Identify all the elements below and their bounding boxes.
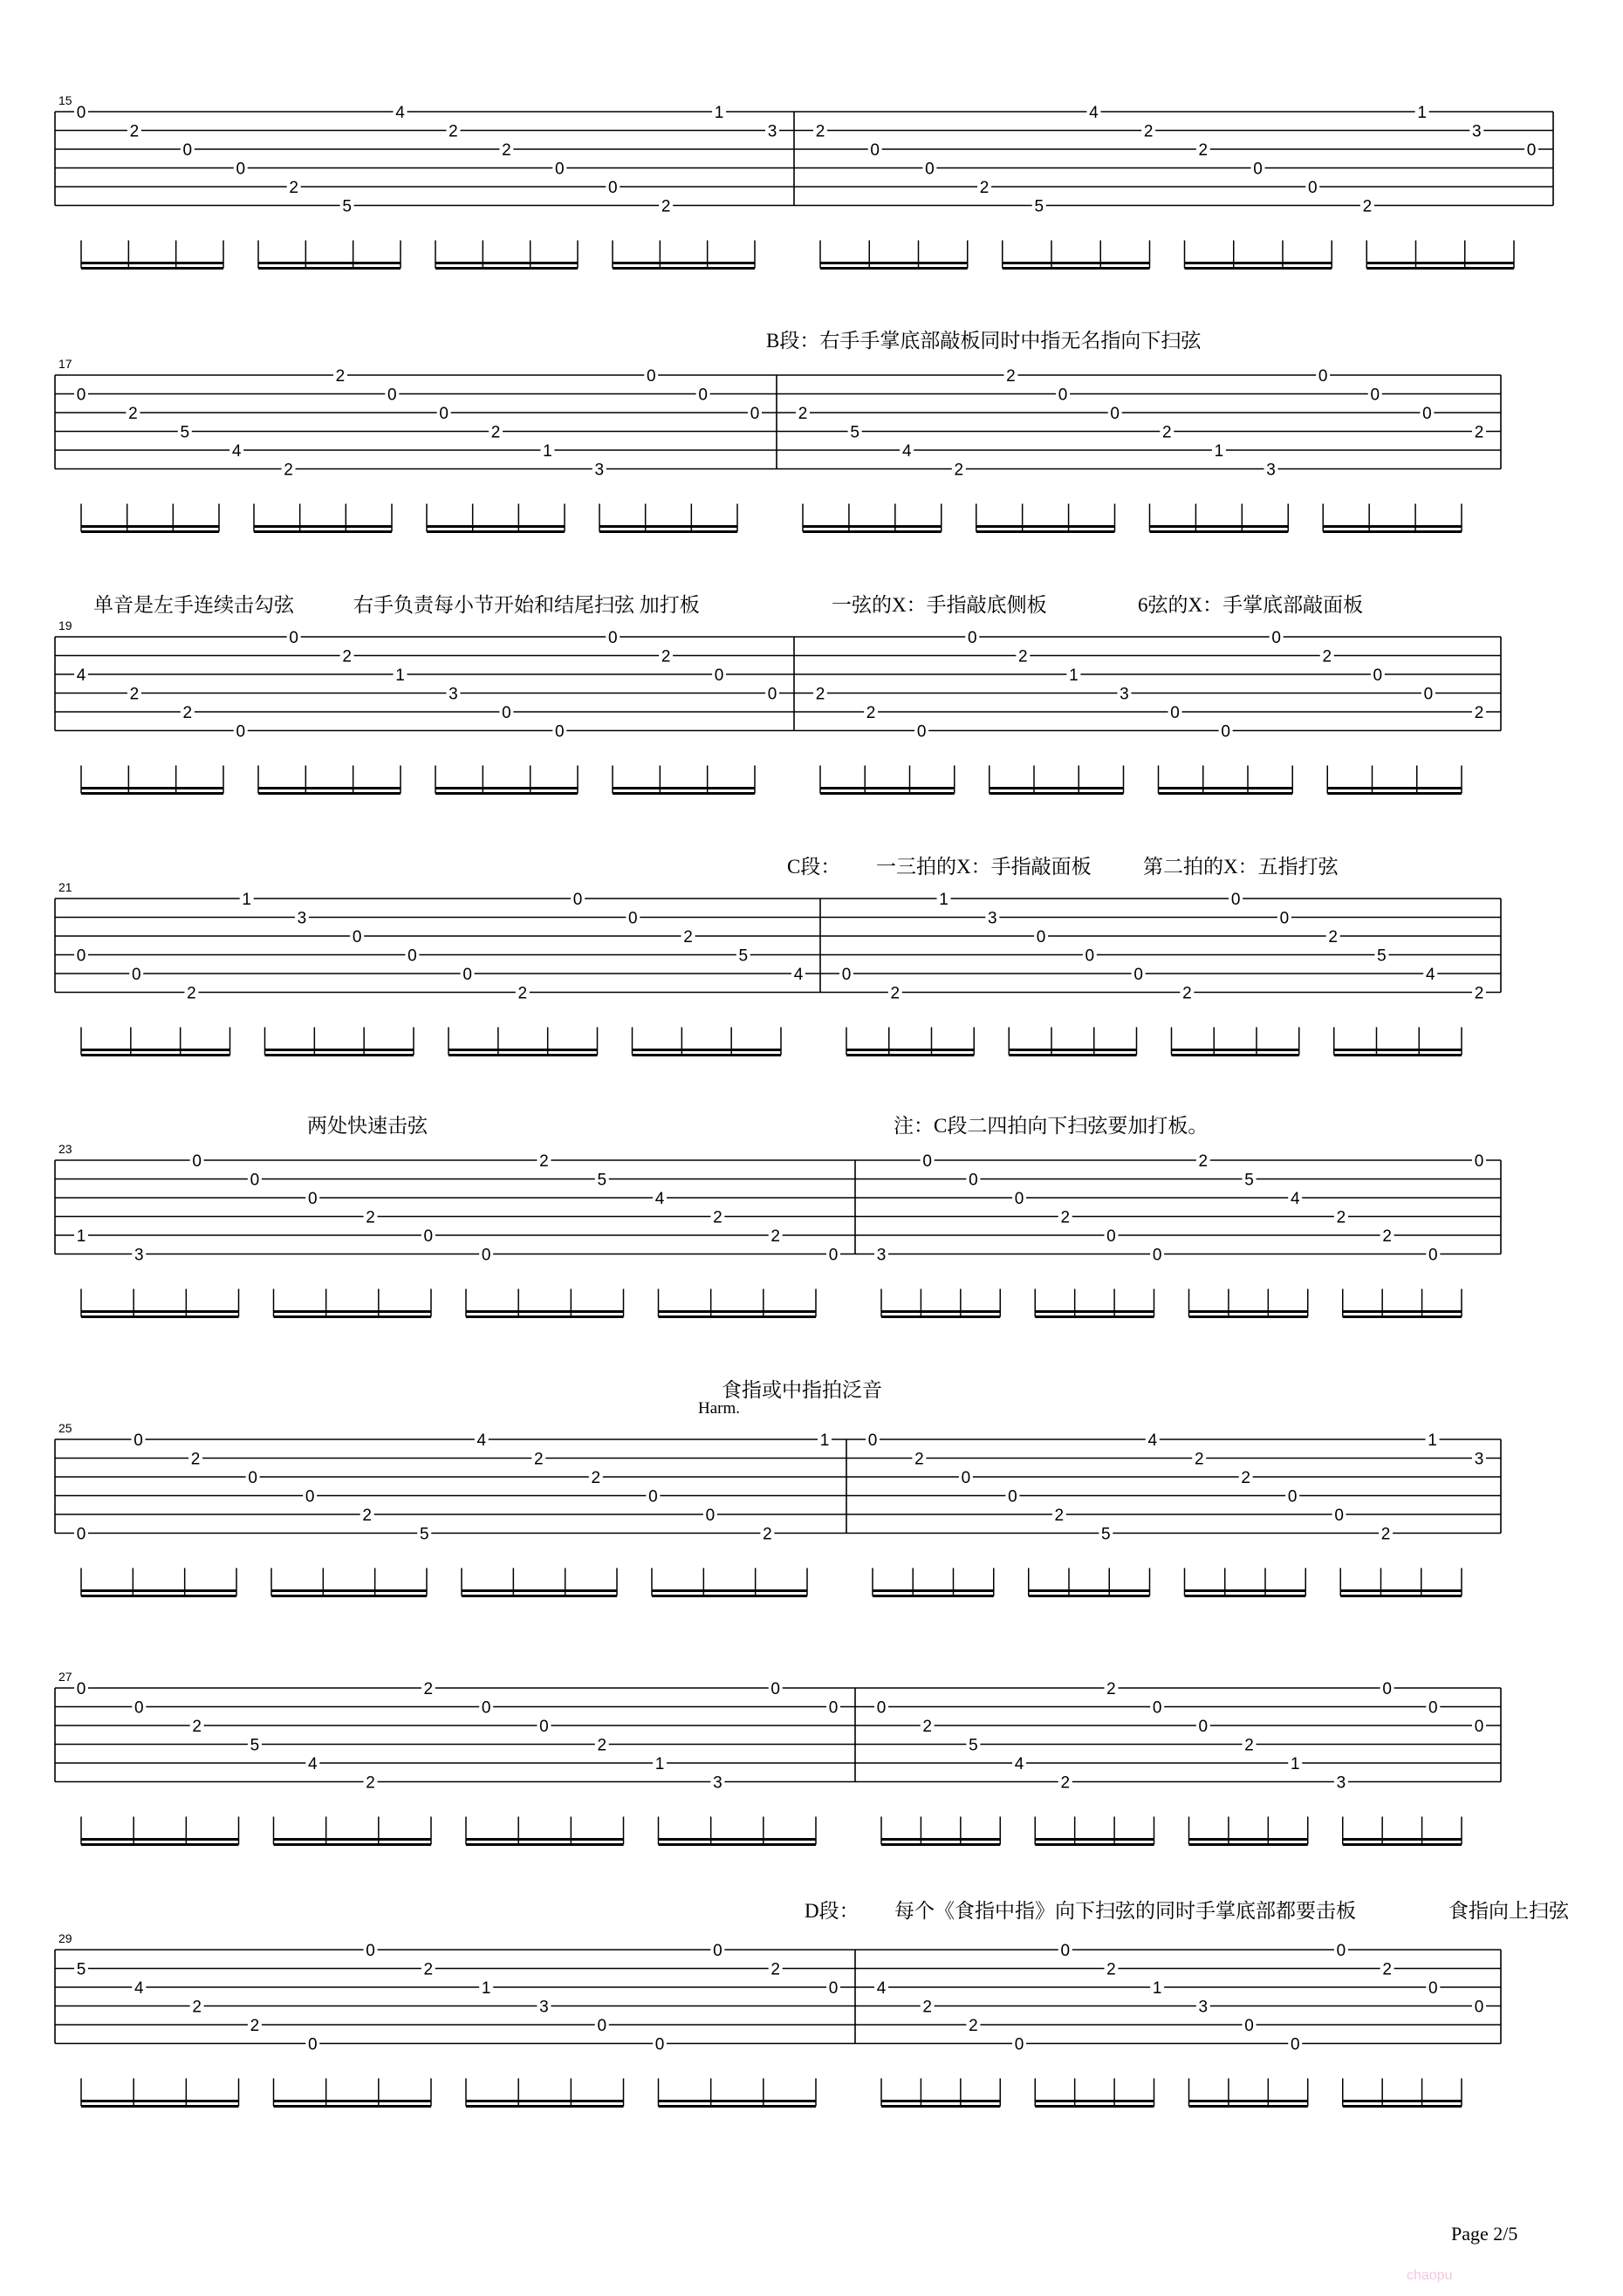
fret-number: 2 bbox=[591, 1469, 601, 1487]
fret-number: 4 bbox=[76, 666, 86, 685]
fret-number: 2 bbox=[922, 1718, 932, 1736]
fret-number: 2 bbox=[1006, 367, 1016, 386]
fret-number: 5 bbox=[1034, 197, 1044, 216]
fret-number: 4 bbox=[1290, 1190, 1300, 1208]
fret-number: 2 bbox=[1182, 984, 1192, 1003]
fret-number: 0 bbox=[76, 1525, 86, 1544]
fret-number: 2 bbox=[1106, 1960, 1116, 1979]
fret-number: 0 bbox=[969, 1171, 978, 1190]
section-d-label: D段： bbox=[805, 1900, 859, 1922]
fret-number: 2 bbox=[763, 1525, 772, 1544]
fret-number: 0 bbox=[481, 1698, 491, 1718]
measure-number: 17 bbox=[58, 357, 72, 371]
fret-number: 0 bbox=[407, 946, 417, 966]
fret-number: 5 bbox=[1244, 1171, 1254, 1190]
fret-number: 3 bbox=[876, 1246, 887, 1265]
string6-x-annotation: 6弦的X：手掌底部敲面板 bbox=[1138, 594, 1364, 616]
fret-number: 0 bbox=[828, 1246, 839, 1265]
fret-number: 2 bbox=[661, 647, 671, 666]
fret-number: 2 bbox=[182, 704, 193, 722]
fret-number: 0 bbox=[648, 1487, 658, 1507]
fret-number: 1 bbox=[1417, 104, 1427, 122]
fret-number: 1 bbox=[543, 442, 552, 461]
fret-number: 0 bbox=[236, 160, 246, 179]
fret-number: 1 bbox=[1069, 666, 1079, 685]
fret-number: 0 bbox=[1370, 386, 1380, 405]
fret-number: 3 bbox=[1266, 461, 1276, 480]
fret-number: 3 bbox=[1474, 1450, 1484, 1469]
fret-number: 0 bbox=[1198, 1718, 1209, 1736]
fret-number: 2 bbox=[815, 122, 825, 141]
single-note-annotation: 单音是左手连续击勾弦 bbox=[93, 594, 294, 616]
fret-number: 5 bbox=[76, 1960, 86, 1979]
fret-number: 5 bbox=[342, 197, 352, 216]
fret-number: 0 bbox=[628, 909, 638, 928]
fret-number: 0 bbox=[1170, 704, 1180, 722]
fret-number: 0 bbox=[1334, 1507, 1344, 1525]
fret-number: 0 bbox=[1014, 1190, 1024, 1208]
fret-number: 2 bbox=[1162, 423, 1172, 442]
fret-number: 1 bbox=[395, 666, 405, 685]
fret-number: 4 bbox=[1014, 1755, 1024, 1773]
fret-number: 2 bbox=[192, 1718, 202, 1736]
fret-number: 5 bbox=[1101, 1525, 1111, 1544]
fret-number: 2 bbox=[539, 1152, 549, 1171]
fret-number: 0 bbox=[555, 160, 565, 179]
fast-strike-annotation: 两处快速击弦 bbox=[307, 1115, 428, 1137]
fret-number: 0 bbox=[1526, 141, 1537, 160]
fret-number: 0 bbox=[654, 2035, 665, 2054]
fret-number: 0 bbox=[876, 1698, 887, 1718]
fret-number: 0 bbox=[250, 1171, 260, 1190]
fret-number: 2 bbox=[1244, 1736, 1254, 1755]
fret-number: 2 bbox=[1060, 1773, 1071, 1793]
fret-number: 0 bbox=[1271, 629, 1281, 647]
fret-number: 1 bbox=[939, 891, 948, 909]
fret-number: 4 bbox=[395, 104, 405, 122]
fret-number: 0 bbox=[597, 2017, 607, 2035]
c-beat2-annotation: 第二拍的X：五指打弦 bbox=[1143, 856, 1339, 878]
measure-number: 15 bbox=[58, 93, 72, 107]
fret-number: 0 bbox=[922, 1152, 932, 1171]
fret-number: 0 bbox=[1008, 1487, 1017, 1507]
fret-number: 0 bbox=[1152, 1698, 1162, 1718]
fret-number: 2 bbox=[1322, 647, 1332, 666]
fret-number: 1 bbox=[1214, 442, 1224, 461]
fret-number: 4 bbox=[476, 1432, 487, 1450]
fret-number: 5 bbox=[180, 423, 190, 442]
fret-number: 2 bbox=[517, 984, 528, 1003]
fret-number: 0 bbox=[1244, 2017, 1254, 2035]
fret-number: 0 bbox=[714, 666, 724, 685]
fret-number: 3 bbox=[539, 1998, 549, 2017]
fret-number: 0 bbox=[1060, 1942, 1071, 1960]
fret-number: 2 bbox=[1198, 1152, 1209, 1171]
fret-number: 2 bbox=[362, 1507, 372, 1525]
d-description-annotation: 每个《食指中指》向下扫弦的同时手掌底部都要击板 bbox=[894, 1900, 1356, 1922]
fret-number: 2 bbox=[284, 461, 293, 480]
fret-number: 1 bbox=[1428, 1432, 1437, 1450]
fret-number: 0 bbox=[462, 966, 472, 984]
c-note-annotation: 注：C段二四拍向下扫弦要加打板。 bbox=[894, 1115, 1209, 1137]
fret-number: 3 bbox=[1198, 1998, 1209, 2017]
fret-number: 2 bbox=[1382, 1960, 1392, 1979]
fret-number: 4 bbox=[1147, 1432, 1158, 1450]
fret-number: 0 bbox=[423, 1227, 434, 1246]
fret-number: 0 bbox=[967, 629, 977, 647]
section-b-label: B段：右手手掌底部敲板同时中指无名指向下扫弦 bbox=[766, 330, 1202, 352]
fret-number: 3 bbox=[1472, 122, 1482, 141]
fret-number: 2 bbox=[187, 984, 196, 1003]
fret-number: 5 bbox=[969, 1736, 978, 1755]
fret-number: 0 bbox=[841, 966, 852, 984]
fret-number: 1 bbox=[242, 891, 251, 909]
fret-number: 2 bbox=[661, 197, 671, 216]
fret-number: 2 bbox=[342, 647, 352, 666]
fret-number: 2 bbox=[597, 1736, 607, 1755]
fret-number: 2 bbox=[713, 1208, 722, 1227]
fret-number: 2 bbox=[534, 1450, 544, 1469]
fret-number: 0 bbox=[1058, 386, 1068, 405]
fret-number: 1 bbox=[1290, 1755, 1300, 1773]
section-c-label: C段： bbox=[787, 856, 841, 878]
fret-number: 0 bbox=[182, 141, 193, 160]
c-beat13-annotation: 一三拍的X：手指敲面板 bbox=[876, 856, 1092, 878]
fret-number: 5 bbox=[419, 1525, 429, 1544]
fret-number: 0 bbox=[76, 386, 86, 405]
fret-number: 2 bbox=[922, 1998, 932, 2017]
fret-number: 1 bbox=[819, 1432, 830, 1450]
fret-number: 2 bbox=[502, 141, 511, 160]
fret-number: 2 bbox=[1336, 1208, 1346, 1227]
fret-number: 0 bbox=[307, 2035, 318, 2054]
fret-number: 4 bbox=[1089, 104, 1099, 122]
fret-number: 2 bbox=[1241, 1469, 1250, 1487]
fret-number: 4 bbox=[793, 966, 804, 984]
fret-number: 2 bbox=[250, 2017, 260, 2035]
fret-number: 2 bbox=[1054, 1507, 1065, 1525]
fret-number: 0 bbox=[828, 1698, 839, 1718]
fret-number: 1 bbox=[481, 1979, 491, 1998]
fret-number: 3 bbox=[449, 685, 458, 704]
fret-number: 0 bbox=[134, 1432, 143, 1450]
fret-number: 0 bbox=[1474, 1152, 1484, 1171]
right-hand-annotation: 右手负责每小节开始和结尾扫弦 加打板 bbox=[353, 594, 700, 616]
fret-number: 2 bbox=[954, 461, 964, 480]
measure-number: 21 bbox=[58, 880, 72, 894]
fret-number: 0 bbox=[607, 629, 618, 647]
fret-number: 0 bbox=[870, 141, 880, 160]
fret-number: 0 bbox=[1230, 891, 1241, 909]
fret-number: 0 bbox=[1152, 1246, 1162, 1265]
fret-number: 2 bbox=[815, 685, 825, 704]
fret-number: 0 bbox=[1290, 2035, 1300, 2054]
fret-number: 0 bbox=[1110, 405, 1120, 423]
fret-number: 2 bbox=[969, 2017, 978, 2035]
fret-number: 5 bbox=[1377, 946, 1387, 966]
fret-number: 0 bbox=[502, 704, 511, 722]
fret-number: 0 bbox=[236, 722, 246, 741]
fret-number: 2 bbox=[490, 423, 501, 442]
d-up-annotation: 食指向上扫弦 bbox=[1448, 1900, 1569, 1922]
fret-number: 3 bbox=[988, 909, 997, 928]
fret-number: 3 bbox=[1336, 1773, 1346, 1793]
fret-number: 2 bbox=[798, 405, 808, 423]
fret-number: 4 bbox=[231, 442, 242, 461]
fret-number: 2 bbox=[1198, 141, 1209, 160]
fret-number: 4 bbox=[901, 442, 912, 461]
measure-number: 25 bbox=[58, 1421, 72, 1435]
fret-number: 0 bbox=[539, 1718, 549, 1736]
fret-number: 0 bbox=[1307, 179, 1318, 197]
harm-label: Harm. bbox=[698, 1399, 741, 1418]
fret-number: 0 bbox=[1373, 666, 1383, 685]
fret-number: 0 bbox=[1318, 367, 1328, 386]
fret-number: 2 bbox=[192, 1998, 202, 2017]
fret-number: 0 bbox=[248, 1469, 257, 1487]
fret-number: 0 bbox=[961, 1469, 971, 1487]
fret-number: 5 bbox=[738, 946, 749, 966]
fret-number: 0 bbox=[1428, 1979, 1438, 1998]
measure-number: 27 bbox=[58, 1670, 72, 1684]
measure-number: 23 bbox=[58, 1142, 72, 1156]
fret-number: 0 bbox=[1382, 1680, 1392, 1698]
fret-number: 0 bbox=[1287, 1487, 1298, 1507]
fret-number: 3 bbox=[713, 1773, 722, 1793]
fret-number: 3 bbox=[767, 122, 777, 141]
fret-number: 0 bbox=[134, 1698, 144, 1718]
watermark-logo: chaopu bbox=[1407, 2268, 1453, 2283]
fret-number: 2 bbox=[335, 367, 346, 386]
fret-number: 0 bbox=[352, 928, 362, 946]
fret-number: 0 bbox=[770, 1680, 780, 1698]
fret-number: 2 bbox=[770, 1227, 780, 1246]
fret-number: 0 bbox=[1253, 160, 1263, 179]
fret-number: 2 bbox=[129, 122, 140, 141]
fret-number: 2 bbox=[770, 1960, 780, 1979]
string1-x-annotation: 一弦的X：手指敲底侧板 bbox=[832, 594, 1047, 616]
fret-number: 4 bbox=[876, 1979, 887, 1998]
fret-number: 0 bbox=[1279, 909, 1290, 928]
fret-number: 2 bbox=[1143, 122, 1154, 141]
fret-number: 2 bbox=[1382, 1227, 1392, 1246]
fret-number: 2 bbox=[914, 1450, 924, 1469]
fret-number: 0 bbox=[767, 685, 777, 704]
fret-number: 4 bbox=[134, 1979, 144, 1998]
fret-number: 5 bbox=[850, 423, 859, 442]
fret-number: 2 bbox=[1018, 647, 1028, 666]
fret-number: 2 bbox=[1474, 423, 1484, 442]
fret-number: 2 bbox=[449, 122, 458, 141]
fret-number: 0 bbox=[607, 179, 618, 197]
fret-number: 2 bbox=[128, 405, 138, 423]
fret-number: 0 bbox=[1422, 405, 1432, 423]
fret-number: 0 bbox=[1133, 966, 1143, 984]
fret-number: 0 bbox=[366, 1942, 375, 1960]
fret-number: 0 bbox=[705, 1507, 716, 1525]
harmonic-annotation: 食指或中指拍泛音 bbox=[722, 1379, 882, 1401]
fret-number: 0 bbox=[1474, 1718, 1484, 1736]
fret-number: 2 bbox=[866, 704, 876, 722]
page-number: Page 2/5 bbox=[1451, 2223, 1518, 2245]
fret-number: 2 bbox=[366, 1773, 375, 1793]
fret-number: 1 bbox=[714, 104, 724, 122]
fret-number: 3 bbox=[134, 1246, 144, 1265]
fret-number: 2 bbox=[1362, 197, 1373, 216]
fret-number: 0 bbox=[1474, 1998, 1484, 2017]
fret-number: 0 bbox=[828, 1979, 839, 1998]
fret-number: 0 bbox=[1221, 722, 1230, 741]
fret-number: 0 bbox=[750, 405, 760, 423]
fret-number: 0 bbox=[192, 1152, 202, 1171]
fret-number: 2 bbox=[1194, 1450, 1204, 1469]
fret-number: 2 bbox=[979, 179, 990, 197]
fret-number: 0 bbox=[1085, 946, 1095, 966]
fret-number: 0 bbox=[646, 367, 656, 386]
fret-number: 2 bbox=[289, 179, 298, 197]
fret-number: 0 bbox=[713, 1942, 722, 1960]
fret-number: 0 bbox=[867, 1432, 878, 1450]
fret-number: 2 bbox=[1328, 928, 1338, 946]
fret-number: 0 bbox=[925, 160, 935, 179]
fret-number: 2 bbox=[1474, 704, 1484, 722]
fret-number: 5 bbox=[597, 1171, 607, 1190]
measure-number: 29 bbox=[58, 1931, 72, 1945]
fret-number: 0 bbox=[1014, 2035, 1024, 2054]
fret-number: 2 bbox=[1380, 1525, 1391, 1544]
fret-number: 0 bbox=[481, 1246, 491, 1265]
fret-number: 0 bbox=[1036, 928, 1046, 946]
fret-number: 0 bbox=[289, 629, 298, 647]
fret-number: 0 bbox=[307, 1190, 318, 1208]
fret-number: 2 bbox=[1060, 1208, 1071, 1227]
fret-number: 0 bbox=[916, 722, 927, 741]
fret-number: 2 bbox=[366, 1208, 375, 1227]
fret-number: 3 bbox=[1120, 685, 1129, 704]
fret-number: 0 bbox=[76, 946, 86, 966]
fret-number: 0 bbox=[387, 386, 397, 405]
fret-number: 0 bbox=[1428, 1246, 1438, 1265]
fret-number: 2 bbox=[890, 984, 901, 1003]
fret-number: 0 bbox=[1106, 1227, 1116, 1246]
fret-number: 2 bbox=[1106, 1680, 1116, 1698]
fret-number: 2 bbox=[129, 685, 140, 704]
fret-number: 0 bbox=[572, 891, 583, 909]
fret-number: 0 bbox=[76, 1680, 86, 1698]
fret-number: 0 bbox=[555, 722, 565, 741]
fret-number: 0 bbox=[439, 405, 449, 423]
fret-number: 0 bbox=[76, 104, 86, 122]
fret-number: 1 bbox=[76, 1227, 86, 1246]
fret-number: 2 bbox=[423, 1960, 434, 1979]
fret-number: 4 bbox=[307, 1755, 318, 1773]
fret-number: 0 bbox=[1423, 685, 1434, 704]
fret-number: 2 bbox=[190, 1450, 201, 1469]
fret-number: 1 bbox=[1152, 1979, 1162, 1998]
fret-number: 0 bbox=[305, 1487, 315, 1507]
fret-number: 0 bbox=[131, 966, 141, 984]
fret-number: 5 bbox=[250, 1736, 260, 1755]
fret-number: 4 bbox=[1425, 966, 1435, 984]
fret-number: 4 bbox=[654, 1190, 665, 1208]
fret-number: 3 bbox=[594, 461, 605, 480]
fret-number: 1 bbox=[654, 1755, 665, 1773]
fret-number: 2 bbox=[1474, 984, 1484, 1003]
fret-number: 0 bbox=[698, 386, 708, 405]
fret-number: 3 bbox=[297, 909, 307, 928]
fret-number: 2 bbox=[423, 1680, 434, 1698]
fret-number: 0 bbox=[1336, 1942, 1346, 1960]
fret-number: 0 bbox=[1428, 1698, 1438, 1718]
fret-number: 2 bbox=[683, 928, 693, 946]
measure-number: 19 bbox=[58, 618, 72, 632]
